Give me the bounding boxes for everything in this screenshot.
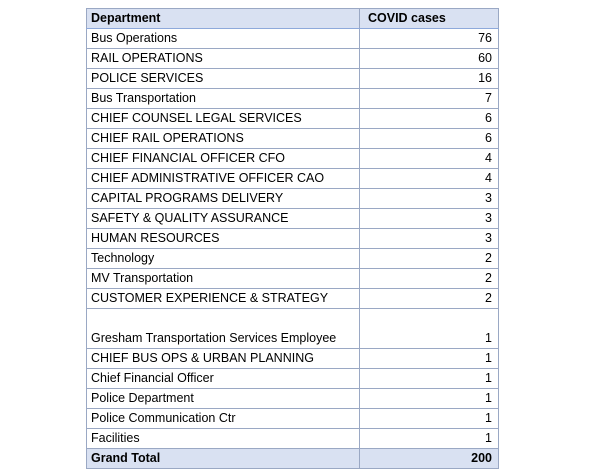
department-cell: CHIEF COUNSEL LEGAL SERVICES [87, 109, 360, 129]
cases-cell: 1 [360, 369, 499, 389]
cases-cell: 6 [360, 109, 499, 129]
cases-cell: 2 [360, 289, 499, 309]
table-row [87, 289, 499, 309]
department-cell: Chief Financial Officer [87, 369, 360, 389]
table-row [87, 349, 499, 369]
department-cell: MV Transportation [87, 269, 360, 289]
table-row [87, 189, 499, 209]
cases-cell: 3 [360, 209, 499, 229]
department-cell: Facilities [87, 429, 360, 449]
table-row [87, 169, 499, 189]
department-cell: CHIEF FINANCIAL OFFICER CFO [87, 149, 360, 169]
department-cell: CHIEF BUS OPS & URBAN PLANNING [87, 349, 360, 369]
table-row [87, 309, 499, 349]
table-row [87, 29, 499, 49]
table-row [87, 429, 499, 449]
department-column-header: Department [87, 9, 360, 29]
grand-total-label: Grand Total [87, 449, 360, 469]
cases-cell: 1 [360, 429, 499, 449]
department-cell: CHIEF RAIL OPERATIONS [87, 129, 360, 149]
department-cell: SAFETY & QUALITY ASSURANCE [87, 209, 360, 229]
department-cell: Bus Transportation [87, 89, 360, 109]
department-cell: Police Communication Ctr [87, 409, 360, 429]
cases-cell: 76 [360, 29, 499, 49]
cases-cell: 2 [360, 249, 499, 269]
table-row [87, 269, 499, 289]
cases-cell: 1 [360, 349, 499, 369]
cases-cell: 1 [360, 389, 499, 409]
cases-cell: 16 [360, 69, 499, 89]
cases-cell: 4 [360, 169, 499, 189]
department-cell: Bus Operations [87, 29, 360, 49]
table-row [87, 149, 499, 169]
cases-cell: 60 [360, 49, 499, 69]
cases-cell: 1 [360, 409, 499, 429]
table-row [87, 229, 499, 249]
department-cell: POLICE SERVICES [87, 69, 360, 89]
cases-cell: 3 [360, 189, 499, 209]
table-row [87, 69, 499, 89]
grand-total-value: 200 [360, 449, 499, 469]
table-row [87, 89, 499, 109]
table-row [87, 409, 499, 429]
cases-cell: 2 [360, 269, 499, 289]
cases-column-header: COVID cases [360, 9, 499, 29]
cases-cell: 7 [360, 89, 499, 109]
department-cell: Technology [87, 249, 360, 269]
covid-cases-table [86, 8, 499, 469]
department-cell: HUMAN RESOURCES [87, 229, 360, 249]
header-row [87, 9, 499, 29]
table-row [87, 209, 499, 229]
table-row [87, 109, 499, 129]
table-row [87, 129, 499, 149]
department-cell: Police Department [87, 389, 360, 409]
grand-total-row [87, 449, 499, 469]
cases-cell: 4 [360, 149, 499, 169]
table-row [87, 369, 499, 389]
department-cell: CHIEF ADMINISTRATIVE OFFICER CAO [87, 169, 360, 189]
department-cell: RAIL OPERATIONS [87, 49, 360, 69]
table-row [87, 389, 499, 409]
cases-cell: 6 [360, 129, 499, 149]
table-row [87, 249, 499, 269]
covid-cases-table-container [86, 8, 498, 469]
table-row [87, 49, 499, 69]
cases-cell: 3 [360, 229, 499, 249]
department-cell: Gresham Transportation Services Employee [87, 309, 360, 349]
department-cell: CAPITAL PROGRAMS DELIVERY [87, 189, 360, 209]
cases-cell: 1 [360, 309, 499, 349]
department-cell: CUSTOMER EXPERIENCE & STRATEGY [87, 289, 360, 309]
